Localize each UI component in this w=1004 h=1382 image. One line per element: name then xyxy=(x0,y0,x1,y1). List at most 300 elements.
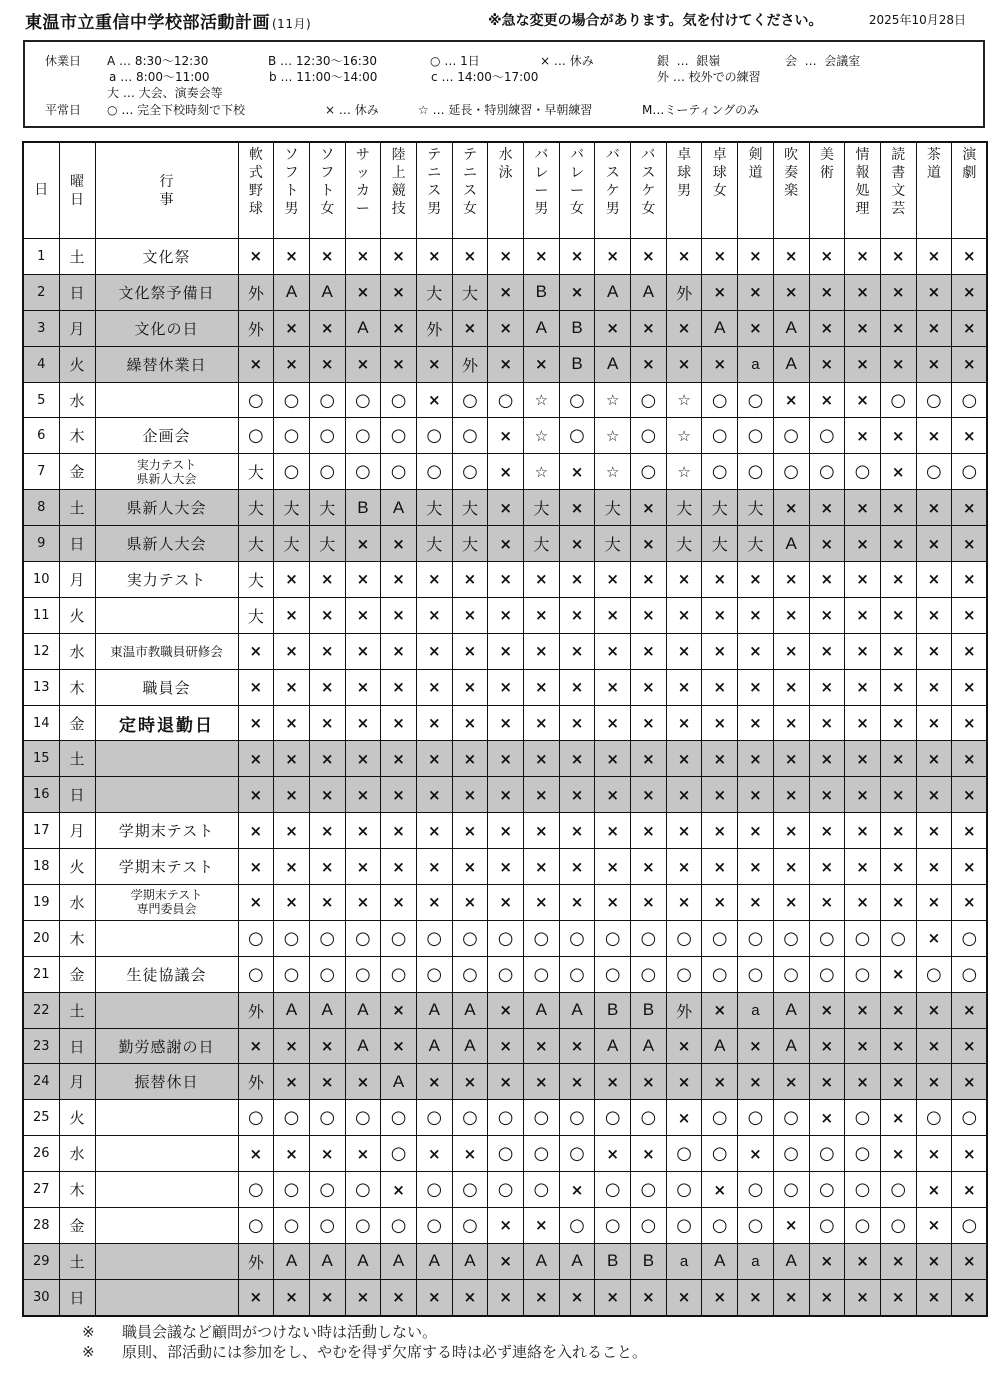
status-cell: × xyxy=(238,1279,274,1315)
header-club: 卓球男 xyxy=(666,142,702,239)
status-cell: × xyxy=(809,382,845,418)
status-cell: × xyxy=(773,490,809,526)
status-cell: × xyxy=(952,741,988,777)
status-cell: × xyxy=(238,669,274,705)
status-cell: × xyxy=(952,1136,988,1172)
status-cell: × xyxy=(773,274,809,310)
status-cell: ☆ xyxy=(595,418,631,454)
status-cell: × xyxy=(559,1172,595,1208)
status-cell: A xyxy=(773,346,809,382)
status-cell: ○ xyxy=(702,1136,738,1172)
status-cell: × xyxy=(916,562,952,598)
status-cell: A xyxy=(309,1243,345,1279)
status-cell: × xyxy=(488,490,524,526)
status-cell: ○ xyxy=(845,956,881,992)
status-cell: × xyxy=(595,669,631,705)
event-cell xyxy=(95,1172,238,1208)
status-cell: × xyxy=(880,1028,916,1064)
event-cell: 学期末テスト xyxy=(95,849,238,885)
event-cell: 文化の日 xyxy=(95,310,238,346)
title-row xyxy=(25,8,984,32)
status-cell: × xyxy=(809,1028,845,1064)
day-cell: 10 xyxy=(23,562,59,598)
status-cell: 外 xyxy=(238,992,274,1028)
status-cell: × xyxy=(773,239,809,275)
status-cell: × xyxy=(702,1172,738,1208)
status-cell: ○ xyxy=(809,1208,845,1244)
status-cell: ○ xyxy=(702,1208,738,1244)
status-cell: B xyxy=(345,490,381,526)
status-cell: ○ xyxy=(381,920,417,956)
status-cell: × xyxy=(238,1136,274,1172)
status-cell: × xyxy=(345,526,381,562)
status-cell: × xyxy=(845,992,881,1028)
status-cell: × xyxy=(738,274,774,310)
status-cell: × xyxy=(381,346,417,382)
status-cell: ☆ xyxy=(524,382,560,418)
status-cell: × xyxy=(488,274,524,310)
status-cell: 大 xyxy=(238,562,274,598)
status-cell: × xyxy=(631,1279,667,1315)
weekday-cell: 土 xyxy=(59,992,95,1028)
status-cell: 大 xyxy=(738,490,774,526)
status-cell: × xyxy=(524,239,560,275)
status-cell: A xyxy=(309,992,345,1028)
weekday-cell: 月 xyxy=(59,813,95,849)
status-cell: ○ xyxy=(381,382,417,418)
event-cell xyxy=(95,741,238,777)
header-day: 日 xyxy=(23,142,59,239)
status-cell: × xyxy=(880,741,916,777)
status-cell: × xyxy=(666,1028,702,1064)
status-cell: × xyxy=(595,310,631,346)
day-cell: 20 xyxy=(23,920,59,956)
status-cell: ○ xyxy=(238,1208,274,1244)
status-cell: × xyxy=(702,705,738,741)
status-cell: × xyxy=(845,813,881,849)
header-club: 美術 xyxy=(809,142,845,239)
table-row xyxy=(23,382,987,418)
status-cell: × xyxy=(880,777,916,813)
status-cell: × xyxy=(381,849,417,885)
status-cell: A xyxy=(345,310,381,346)
status-cell: × xyxy=(345,849,381,885)
status-cell: × xyxy=(416,562,452,598)
status-cell: × xyxy=(381,1172,417,1208)
status-cell: × xyxy=(631,633,667,669)
status-cell: ○ xyxy=(666,920,702,956)
status-cell: ☆ xyxy=(666,418,702,454)
status-cell: ○ xyxy=(381,956,417,992)
status-cell: B xyxy=(595,1243,631,1279)
header-club: テニス女 xyxy=(452,142,488,239)
status-cell: ○ xyxy=(702,956,738,992)
status-cell: ○ xyxy=(809,956,845,992)
status-cell: ○ xyxy=(666,1208,702,1244)
status-cell: ○ xyxy=(916,382,952,418)
table-row xyxy=(23,705,987,741)
status-cell: × xyxy=(524,1279,560,1315)
status-cell: × xyxy=(559,454,595,490)
day-cell: 22 xyxy=(23,992,59,1028)
status-cell: × xyxy=(738,597,774,633)
status-cell: × xyxy=(559,562,595,598)
status-cell: × xyxy=(416,705,452,741)
event-cell: 企画会 xyxy=(95,418,238,454)
status-cell: × xyxy=(631,885,667,921)
issue-date: 2025年10月28日 xyxy=(868,13,966,27)
status-cell: ○ xyxy=(773,1172,809,1208)
status-cell: A xyxy=(416,1243,452,1279)
status-cell: ○ xyxy=(702,454,738,490)
day-cell: 23 xyxy=(23,1028,59,1064)
status-cell: × xyxy=(631,562,667,598)
status-cell: 大 xyxy=(274,526,310,562)
status-cell: × xyxy=(238,777,274,813)
status-cell: × xyxy=(524,1208,560,1244)
header-club: 卓球女 xyxy=(702,142,738,239)
status-cell: ○ xyxy=(631,1208,667,1244)
status-cell: ○ xyxy=(845,454,881,490)
header-club: 演劇 xyxy=(952,142,988,239)
status-cell: × xyxy=(381,597,417,633)
status-cell: × xyxy=(702,346,738,382)
day-cell: 24 xyxy=(23,1064,59,1100)
status-cell: × xyxy=(666,1064,702,1100)
status-cell: × xyxy=(452,885,488,921)
status-cell: × xyxy=(452,669,488,705)
status-cell: × xyxy=(738,1136,774,1172)
status-cell: ○ xyxy=(416,956,452,992)
status-cell: × xyxy=(666,346,702,382)
status-cell: × xyxy=(809,741,845,777)
day-cell: 3 xyxy=(23,310,59,346)
day-cell: 6 xyxy=(23,418,59,454)
header-club: ソフト男 xyxy=(274,142,310,239)
status-cell: ○ xyxy=(880,920,916,956)
status-cell: ○ xyxy=(416,920,452,956)
status-cell: 外 xyxy=(238,1064,274,1100)
weekday-cell: 日 xyxy=(59,526,95,562)
status-cell: 大 xyxy=(595,490,631,526)
status-cell: ○ xyxy=(345,418,381,454)
status-cell: × xyxy=(631,1064,667,1100)
event-cell: 県新人大会 xyxy=(95,490,238,526)
status-cell: ○ xyxy=(416,1100,452,1136)
status-cell: × xyxy=(880,490,916,526)
status-cell: ○ xyxy=(773,920,809,956)
event-cell: 実力テスト xyxy=(95,562,238,598)
weekday-cell: 月 xyxy=(59,1064,95,1100)
status-cell: ○ xyxy=(809,454,845,490)
status-cell: × xyxy=(952,813,988,849)
status-cell: × xyxy=(559,526,595,562)
table-row xyxy=(23,777,987,813)
status-cell: ○ xyxy=(666,956,702,992)
status-cell: × xyxy=(809,669,845,705)
status-cell: × xyxy=(559,705,595,741)
status-cell: × xyxy=(845,346,881,382)
status-cell: × xyxy=(952,418,988,454)
event-cell: 生徒協議会 xyxy=(95,956,238,992)
event-cell xyxy=(95,1136,238,1172)
weekday-cell: 日 xyxy=(59,1279,95,1315)
status-cell: ○ xyxy=(309,454,345,490)
status-cell: × xyxy=(702,633,738,669)
status-cell: ○ xyxy=(238,1172,274,1208)
weekday-cell: 水 xyxy=(59,1136,95,1172)
status-cell: × xyxy=(916,741,952,777)
status-cell: × xyxy=(452,777,488,813)
status-cell: ○ xyxy=(452,382,488,418)
status-cell: × xyxy=(880,239,916,275)
status-cell: ○ xyxy=(559,1136,595,1172)
status-cell: ○ xyxy=(702,1100,738,1136)
status-cell: B xyxy=(595,992,631,1028)
status-cell: × xyxy=(309,633,345,669)
status-cell: ○ xyxy=(452,956,488,992)
status-cell: 大 xyxy=(738,526,774,562)
status-cell: × xyxy=(845,526,881,562)
status-cell: × xyxy=(702,1279,738,1315)
header-club: ソフト女 xyxy=(309,142,345,239)
status-cell: × xyxy=(773,813,809,849)
weekday-cell: 土 xyxy=(59,490,95,526)
status-cell: × xyxy=(274,597,310,633)
header-club: 読書文芸 xyxy=(880,142,916,239)
status-cell: ○ xyxy=(952,1100,988,1136)
header-club: 水泳 xyxy=(488,142,524,239)
status-cell: × xyxy=(595,885,631,921)
status-cell: ○ xyxy=(274,956,310,992)
status-cell: ○ xyxy=(559,418,595,454)
event-cell xyxy=(95,597,238,633)
legend-weekday-cross: × … 休み xyxy=(325,103,379,117)
status-cell: × xyxy=(274,1279,310,1315)
status-cell: × xyxy=(845,1243,881,1279)
day-cell: 16 xyxy=(23,777,59,813)
status-cell: ○ xyxy=(381,1208,417,1244)
status-cell: × xyxy=(845,705,881,741)
status-cell: A xyxy=(595,346,631,382)
status-cell: A xyxy=(274,992,310,1028)
status-cell: × xyxy=(845,633,881,669)
status-cell: ○ xyxy=(916,956,952,992)
footnote-2: ※ 原則、部活動には参加をし、やむを得ず欠席する時は必ず連絡を入れること。 xyxy=(82,1343,648,1361)
status-cell: A xyxy=(452,1243,488,1279)
status-cell: × xyxy=(952,849,988,885)
weekday-cell: 日 xyxy=(59,274,95,310)
status-cell: × xyxy=(524,741,560,777)
status-cell: × xyxy=(773,633,809,669)
status-cell: ○ xyxy=(631,956,667,992)
status-cell: 大 xyxy=(309,490,345,526)
table-row xyxy=(23,597,987,633)
status-cell: × xyxy=(666,562,702,598)
status-cell: × xyxy=(274,813,310,849)
status-cell: × xyxy=(274,741,310,777)
status-cell: × xyxy=(488,454,524,490)
status-cell: × xyxy=(238,1028,274,1064)
status-cell: × xyxy=(452,849,488,885)
status-cell: × xyxy=(738,1028,774,1064)
day-cell: 8 xyxy=(23,490,59,526)
status-cell: × xyxy=(738,813,774,849)
status-cell: × xyxy=(559,1028,595,1064)
status-cell: × xyxy=(845,1064,881,1100)
status-cell: A xyxy=(416,992,452,1028)
status-cell: × xyxy=(880,813,916,849)
legend-item-b: b … 11:00〜14:00 xyxy=(269,70,378,84)
status-cell: 大 xyxy=(238,490,274,526)
day-cell: 25 xyxy=(23,1100,59,1136)
status-cell: ○ xyxy=(738,920,774,956)
status-cell: ○ xyxy=(381,418,417,454)
table-row xyxy=(23,633,987,669)
status-cell: ○ xyxy=(702,418,738,454)
day-cell: 17 xyxy=(23,813,59,849)
weekday-cell: 水 xyxy=(59,885,95,921)
status-cell: × xyxy=(381,562,417,598)
status-cell: ○ xyxy=(416,418,452,454)
status-cell: × xyxy=(381,239,417,275)
status-cell: × xyxy=(524,346,560,382)
status-cell: A xyxy=(773,992,809,1028)
status-cell: 大 xyxy=(274,490,310,526)
weekday-cell: 木 xyxy=(59,669,95,705)
status-cell: × xyxy=(309,777,345,813)
status-cell: 大 xyxy=(452,274,488,310)
status-cell: ○ xyxy=(631,418,667,454)
event-cell: 実力テスト 県新人大会 xyxy=(95,454,238,490)
status-cell: × xyxy=(880,1279,916,1315)
day-cell: 9 xyxy=(23,526,59,562)
status-cell: × xyxy=(773,885,809,921)
status-cell: × xyxy=(738,239,774,275)
status-cell: × xyxy=(702,274,738,310)
status-cell: × xyxy=(345,705,381,741)
weekday-cell: 日 xyxy=(59,1028,95,1064)
day-cell: 5 xyxy=(23,382,59,418)
event-cell: 繰替休業日 xyxy=(95,346,238,382)
status-cell: × xyxy=(452,597,488,633)
status-cell: × xyxy=(952,526,988,562)
status-cell: × xyxy=(238,885,274,921)
status-cell: ○ xyxy=(809,920,845,956)
status-cell: × xyxy=(595,597,631,633)
status-cell: × xyxy=(952,1172,988,1208)
status-cell: 大 xyxy=(524,526,560,562)
status-cell: × xyxy=(738,1064,774,1100)
status-cell: × xyxy=(416,239,452,275)
status-cell: × xyxy=(666,705,702,741)
status-cell: × xyxy=(631,346,667,382)
title-month: (11月) xyxy=(272,17,312,31)
event-cell: 振替休日 xyxy=(95,1064,238,1100)
status-cell: × xyxy=(738,741,774,777)
status-cell: × xyxy=(880,562,916,598)
status-cell: × xyxy=(809,597,845,633)
status-cell: a xyxy=(738,1243,774,1279)
status-cell: × xyxy=(952,633,988,669)
table-body xyxy=(23,239,987,1316)
status-cell: × xyxy=(488,633,524,669)
status-cell: × xyxy=(952,885,988,921)
status-cell: × xyxy=(880,705,916,741)
header-club: バスケ男 xyxy=(595,142,631,239)
status-cell: 大 xyxy=(666,526,702,562)
status-cell: × xyxy=(595,239,631,275)
status-cell: A xyxy=(702,1028,738,1064)
status-cell: × xyxy=(952,490,988,526)
weekday-cell: 月 xyxy=(59,562,95,598)
status-cell: × xyxy=(524,777,560,813)
status-cell: × xyxy=(595,741,631,777)
status-cell: × xyxy=(702,239,738,275)
status-cell: B xyxy=(524,274,560,310)
status-cell: ○ xyxy=(381,1136,417,1172)
status-cell: × xyxy=(416,777,452,813)
legend-item-c: c … 14:00〜17:00 xyxy=(431,70,539,84)
status-cell: × xyxy=(666,1279,702,1315)
status-cell: × xyxy=(845,490,881,526)
table-row xyxy=(23,1208,987,1244)
status-cell: × xyxy=(345,562,381,598)
status-cell: 大 xyxy=(416,274,452,310)
status-cell: × xyxy=(880,274,916,310)
event-cell xyxy=(95,1243,238,1279)
status-cell: × xyxy=(666,777,702,813)
status-cell: × xyxy=(952,669,988,705)
status-cell: A xyxy=(524,992,560,1028)
status-cell: ○ xyxy=(345,382,381,418)
status-cell: ○ xyxy=(631,1172,667,1208)
weekday-cell: 火 xyxy=(59,597,95,633)
status-cell: ○ xyxy=(631,454,667,490)
status-cell: × xyxy=(916,1136,952,1172)
status-cell: × xyxy=(880,346,916,382)
status-cell: × xyxy=(309,669,345,705)
status-cell: × xyxy=(845,777,881,813)
weekday-cell: 土 xyxy=(59,741,95,777)
header-club: 軟式野球 xyxy=(238,142,274,239)
status-cell: × xyxy=(274,885,310,921)
status-cell: × xyxy=(809,777,845,813)
status-cell: × xyxy=(880,633,916,669)
event-cell: 職員会 xyxy=(95,669,238,705)
legend-weekday-meeting: M…ミーティングのみ xyxy=(642,103,760,117)
status-cell: × xyxy=(702,669,738,705)
status-cell: × xyxy=(916,1064,952,1100)
status-cell: A xyxy=(381,490,417,526)
legend-box xyxy=(23,40,985,128)
day-cell: 15 xyxy=(23,741,59,777)
status-cell: × xyxy=(916,597,952,633)
status-cell: × xyxy=(773,1279,809,1315)
status-cell: × xyxy=(524,633,560,669)
status-cell: × xyxy=(488,1208,524,1244)
day-cell: 21 xyxy=(23,956,59,992)
table-header-row xyxy=(23,142,987,239)
status-cell: × xyxy=(238,741,274,777)
status-cell: × xyxy=(666,741,702,777)
status-cell: × xyxy=(452,1279,488,1315)
weekday-cell: 土 xyxy=(59,1243,95,1279)
status-cell: × xyxy=(309,813,345,849)
status-cell: ○ xyxy=(452,1172,488,1208)
status-cell: × xyxy=(702,562,738,598)
weekday-cell: 月 xyxy=(59,310,95,346)
